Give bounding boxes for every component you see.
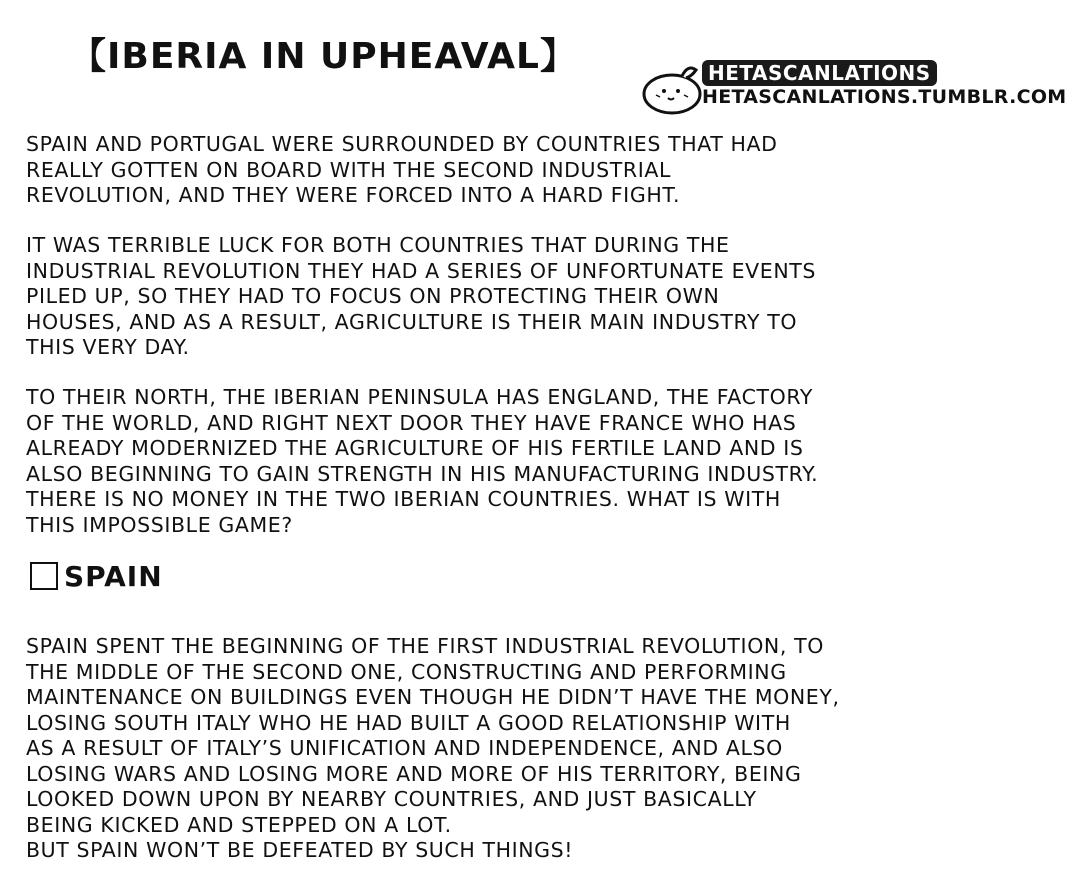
logo-name: HETASCANLATIONS bbox=[702, 60, 937, 86]
watermark-logo bbox=[640, 58, 1067, 118]
logo-url: HETASCANLATIONS.TUMBLR.COM bbox=[702, 86, 1067, 108]
section-body: SPAIN SPENT THE BEGINNING OF THE FIRST INDUSTRIAL REVOLUTION, TO THE MIDDLE OF THE SECOND ONE, CONSTRUCTING AND PERFORMING MAINTENANCE ON BUILDINGS EVEN THOUGH HE DIDN’T HAVE THE MONEY, LOSING SOUTH ITALY WHO HE HAD BUILT A GOOD RELATIONSHIP WITH AS A RESULT OF ITALY’S UNIFICATION AND INDEPENDENCE, AND ALSO LOSING WARS AND LOSING MORE AND MORE OF HIS TERRITORY, BEING LOOKED DOWN UPON BY NEARBY COUNTRIES, AND JUST BASICALLY BEING KICKED AND STEPPED ON A LOT. BUT SPAIN WON’T BE DEFEATED BY SUCH THINGS! bbox=[26, 634, 840, 862]
mascot-icon bbox=[640, 60, 704, 116]
section-heading-text: SPAIN bbox=[64, 559, 163, 593]
page-title: 【IBERIA IN UPHEAVAL】 bbox=[70, 36, 577, 77]
paragraph: TO THEIR NORTH, THE IBERIAN PENINSULA HAS ENGLAND, THE FACTORY OF THE WORLD, AND RIGHT NEXT DOOR THEY HAVE FRANCE WHO HAS ALREADY MODERNIZED THE AGRICULTURE OF HIS FERTILE LAND AND IS ALSO BEGINNING TO GAIN STRENGTH IN HIS MANUFACTURING INDUSTRY. THERE IS NO MONEY IN THE TWO IBERIAN COUNTRIES. WHAT IS WITH THIS IMPOSSIBLE GAME? bbox=[26, 385, 819, 537]
paragraph: IT WAS TERRIBLE LUCK FOR BOTH COUNTRIES THAT DURING THE INDUSTRIAL REVOLUTION THEY HAD A SERIES OF UNFORTUNATE EVENTS PILED UP, SO THEY HAD TO FOCUS ON PROTECTING THEIR OWN HOUSES, AND AS A RESULT, AGRICULTURE IS THEIR MAIN INDUSTRY TO THIS VERY DAY. bbox=[26, 233, 817, 359]
checkbox-icon bbox=[30, 562, 58, 590]
section-heading bbox=[30, 560, 163, 592]
paragraph: SPAIN AND PORTUGAL WERE SURROUNDED BY COUNTRIES THAT HAD REALLY GOTTEN ON BOARD WITH THE SECOND INDUSTRIAL REVOLUTION, AND THEY WERE FORCED INTO A HARD FIGHT. bbox=[26, 132, 778, 207]
